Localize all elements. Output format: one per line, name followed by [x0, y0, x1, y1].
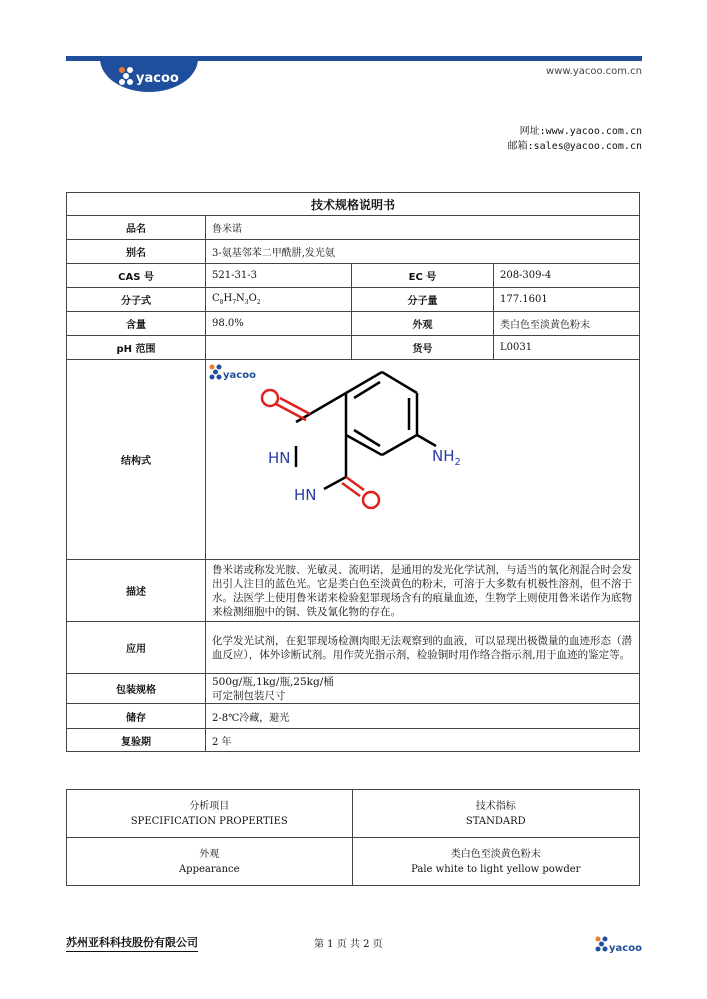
analysis-col1-header: 分析项目 SPECIFICATION PROPERTIES — [67, 790, 353, 838]
ph-value — [206, 336, 352, 360]
desc-label: 描述 — [67, 560, 206, 622]
email-line[interactable]: 邮箱:sales@yacoo.com.cn — [507, 141, 642, 152]
svg-text:yacoo: yacoo — [609, 943, 642, 954]
purity-value: 98.0% — [206, 312, 352, 336]
pack-label: 包装规格 — [67, 674, 206, 704]
footer-logo — [593, 934, 643, 960]
analysis-row-appearance-standard: 类白色至淡黄色粉末 Pale white to light yellow powder — [352, 838, 639, 886]
oxygen-top — [262, 390, 278, 406]
structure-label: 结构式 — [67, 360, 206, 560]
storage-value: 2-8℃冷藏，避光 — [206, 704, 640, 729]
purity-label: 含量 — [67, 312, 206, 336]
retest-value: 2 年 — [206, 729, 640, 752]
mw-label: 分子量 — [351, 288, 493, 312]
hn-upper-label: HN — [268, 449, 291, 467]
formula-label: 分子式 — [67, 288, 206, 312]
spec-table — [66, 192, 640, 752]
appearance-value: 类白色至淡黄色粉末 — [493, 312, 639, 336]
appearance-label: 外观 — [351, 312, 493, 336]
item-label: 货号 — [351, 336, 493, 360]
svg-text:yacoo: yacoo — [223, 370, 256, 381]
analysis-row-appearance: 外观 Appearance — [67, 838, 353, 886]
brand-logo — [100, 58, 198, 92]
header-site-url[interactable]: www.yacoo.com.cn — [546, 66, 642, 77]
analysis-table — [66, 789, 640, 886]
nh2-label: $NH_2$ — [432, 447, 461, 468]
luminol-structure — [206, 360, 638, 556]
ec-value: 208-309-4 — [493, 264, 639, 288]
logo-text: yacoo — [136, 71, 179, 86]
structure-logo-icon — [210, 365, 257, 382]
use-label: 应用 — [67, 622, 206, 674]
oxygen-bottom — [363, 492, 379, 508]
formula-value: $C_8H_7N_3O_2$ — [206, 288, 352, 312]
ph-label: pH 范围 — [67, 336, 206, 360]
storage-label: 储存 — [67, 704, 206, 729]
cas-value: 521-31-3 — [206, 264, 352, 288]
pack-value: 500g/瓶,1kg/瓶,25kg/桶 可定制包装尺寸 — [206, 674, 640, 704]
analysis-col2-header: 技术指标 STANDARD — [352, 790, 639, 838]
use-value: 化学发光试剂，在犯罪现场检测肉眼无法观察到的血液，可以显现出极微量的血迹形态（潜血反应），体外诊断试剂。用作荧光指示剂，检验铜时用作络合指示剂,用于血迹的鉴定等。 — [206, 622, 640, 674]
benzene-ring — [346, 372, 417, 455]
footer-page-number: 第 1 页 共 2 页 — [314, 939, 383, 950]
hydrazide-ring — [296, 393, 436, 489]
mw-value: 177.1601 — [493, 288, 639, 312]
hn-lower-label: HN — [294, 486, 317, 504]
carbonyl-bonds — [276, 398, 364, 496]
retest-label: 复验期 — [67, 729, 206, 752]
name-label: 品名 — [67, 216, 206, 240]
ec-label: EC 号 — [351, 264, 493, 288]
spec-title: 技术规格说明书 — [67, 193, 640, 216]
name-value: 鲁米诺 — [206, 216, 640, 240]
structure-cell — [206, 360, 640, 560]
cas-label: CAS 号 — [67, 264, 206, 288]
alias-value: 3-氨基邻苯二甲酰肼,发光氨 — [206, 240, 640, 264]
footer-company: 苏州亚科科技股份有限公司 — [66, 934, 198, 952]
alias-label: 别名 — [67, 240, 206, 264]
desc-value: 鲁米诺或称发光胺、光敏灵、流明诺，是通用的发光化学试剂，与适当的氧化剂混合时会发出引人注目的蓝色光。它是类白色至淡黄色的粉末，可溶于大多数有机极性溶剂，但不溶于水。法医学上使用鲁米诺来检验犯罪现场含有的痕量血迹，生物学上则使用鲁米诺作为底物来检测细胞中的铜、铁及氰化物的存在。 — [206, 560, 640, 622]
website-line[interactable]: 网址:www.yacoo.com.cn — [519, 126, 642, 137]
item-value: L0031 — [493, 336, 639, 360]
